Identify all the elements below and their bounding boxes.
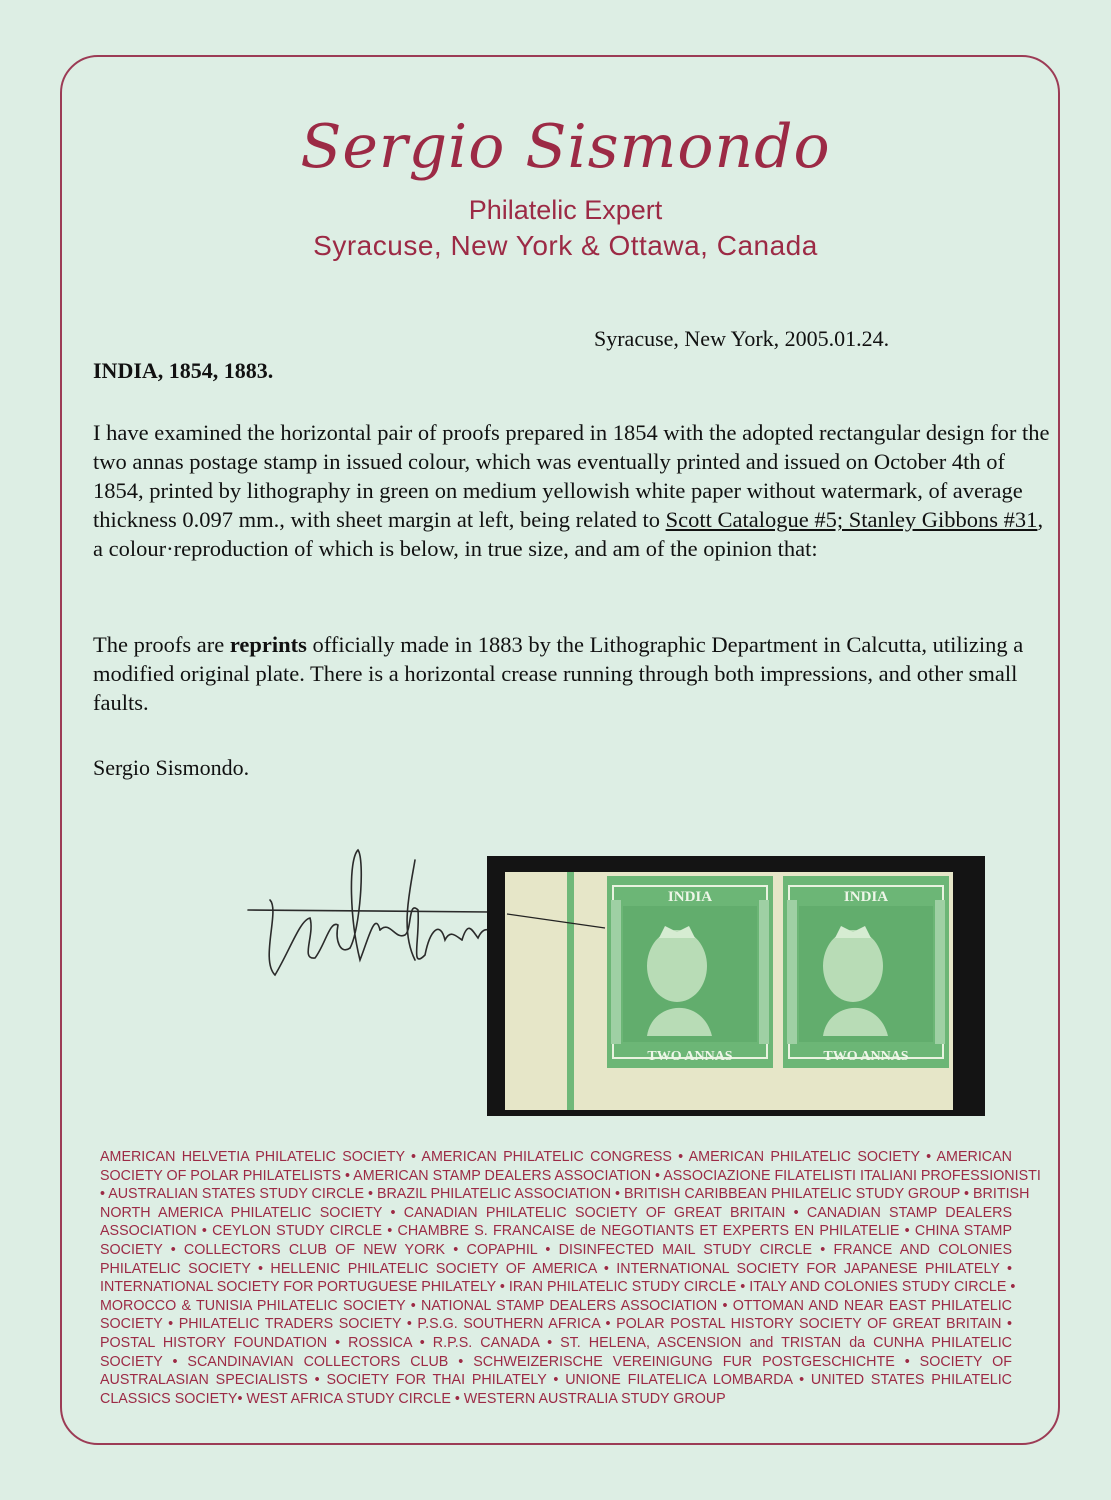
society-line: CLASSICS SOCIETY• WEST AFRICA STUDY CIRCLE • WESTERN AUSTRALIA STUDY GROUP [100,1390,726,1407]
opinion-text-end: officially made in 1883 by the Lithographic Department in Calcutta, utilizing a modified original plate. There is a horizontal crease running through both impressions, and other small faults. [93,632,1024,715]
stamp-label-value-right: TWO ANNAS [823,1049,909,1064]
stamp-label-india-right: INDIA [843,889,889,905]
stamp-label-india-left: INDIA [667,889,713,905]
expert-name: Sergio Sismondo [300,112,831,182]
certificate-heading: INDIA, 1854, 1883. [93,358,274,383]
society-line: AMERICAN HELVETIA PHILATELIC SOCIETY • AMERICAN PHILATELIC CONGRESS • AMERICAN PHILATELIC SOCIETY • AMERICAN [100,1149,1012,1165]
expert-location: Syracuse, New York & Ottawa, Canada [313,230,818,261]
examination-text-end: , a colour·reproduction of which is below, in true size, and am of the opinion that: [93,507,1044,561]
expert-title: Philatelic Expert [468,195,663,225]
society-line: SOCIETY • COLLECTORS CLUB OF NEW YORK • COPAPHIL • DISINFECTED MAIL STUDY CIRCLE • FRANCE AND COLONIES [100,1241,1012,1258]
stamp-label-value-left: TWO ANNAS [647,1049,733,1064]
society-line: INTERNATIONAL SOCIETY FOR PORTUGUESE PHILATELY • IRAN PHILATELIC STUDY CIRCLE • ITALY AND COLONIES STUDY CIRCLE • [100,1279,1016,1296]
opinion-verdict: reprints [229,632,307,657]
society-line: SOCIETY OF POLAR PHILATELISTS • AMERICAN STAMP DEALERS ASSOCIATION • ASSOCIAZIONE FILATELISTI ITALIANI PROFESSIONISTI [100,1167,1041,1184]
society-line: NORTH AMERICA PHILATELIC SOCIETY • CANADIAN PHILATELIC SOCIETY OF GREAT BRITAIN • CANADIAN STAMP DEALERS [100,1204,1012,1221]
catalogue-reference: Scott Catalogue #5; Stanley Gibbons #31 [665,507,1038,532]
sheet-margin-line [567,872,574,1110]
society-line: ASSOCIATION • CEYLON STUDY CIRCLE • CHAMBRE S. FRANCAISE de NEGOTIANTS ET EXPERTS EN PHILATELIE • CHINA STAMP [100,1223,1012,1240]
place-date: Syracuse, New York, 2005.01.24. [594,326,890,351]
examination-paragraph [93,418,1053,563]
society-line: POSTAL HISTORY FOUNDATION • ROSSICA • R.P.S. CANADA • ST. HELENA, ASCENSION and TRISTAN da CUNHA PHILATELIC [100,1334,1012,1351]
opinion-text: The proofs are [93,632,230,657]
society-line: SOCIETY • SCANDINAVIAN COLLECTORS CLUB • SCHWEIZERISCHE VEREINIGUNG FUR POSTGESCHICHTE • SOCIETY OF [100,1353,1012,1370]
society-line: MOROCCO & TUNISIA PHILATELIC SOCIETY • NATIONAL STAMP DEALERS ASSOCIATION • OTTOMAN AND NEAR EAST PHILATELIC [100,1297,1012,1314]
stamp-pair-image [487,856,985,1116]
society-line: AUSTRALASIAN SPECIALISTS • SOCIETY FOR THAI PHILATELY • UNIONE FILATELICA LOMBARDA • UNITED STATES PHILATELIC [100,1372,1012,1389]
opinion-paragraph [93,630,1053,717]
stamp-pair-photo [487,856,985,1116]
society-line: • AUSTRALIAN STATES STUDY CIRCLE • BRAZIL PHILATELIC ASSOCIATION • BRITISH CARIBBEAN PHILATELIC STUDY GROUP • BRITISH [100,1186,1030,1203]
member-societies [100,1148,1041,1408]
examination-text: I have examined the horizontal pair of proofs prepared in 1854 with the adopted rectangular design for the two annas postage stamp in issued colour, which was eventually printed and issued on October 4th of 1854, printed by lithography in green on medium yellowish white paper without watermark, of average thickness 0.097 mm., with sheet margin at left, being related to [93,420,1050,532]
society-line: SOCIETY • PHILATELIC TRADERS SOCIETY • P.S.G. SOUTHERN AFRICA • POLAR POSTAL HISTORY SOCIETY OF GREAT BRITAIN • [100,1316,1012,1333]
society-line: PHILATELIC SOCIETY • HELLENIC PHILATELIC SOCIETY OF AMERICA • INTERNATIONAL SOCIETY FOR JAPANESE PHILATELY • [100,1260,1012,1277]
signed-name: Sergio Sismondo. [93,755,250,780]
